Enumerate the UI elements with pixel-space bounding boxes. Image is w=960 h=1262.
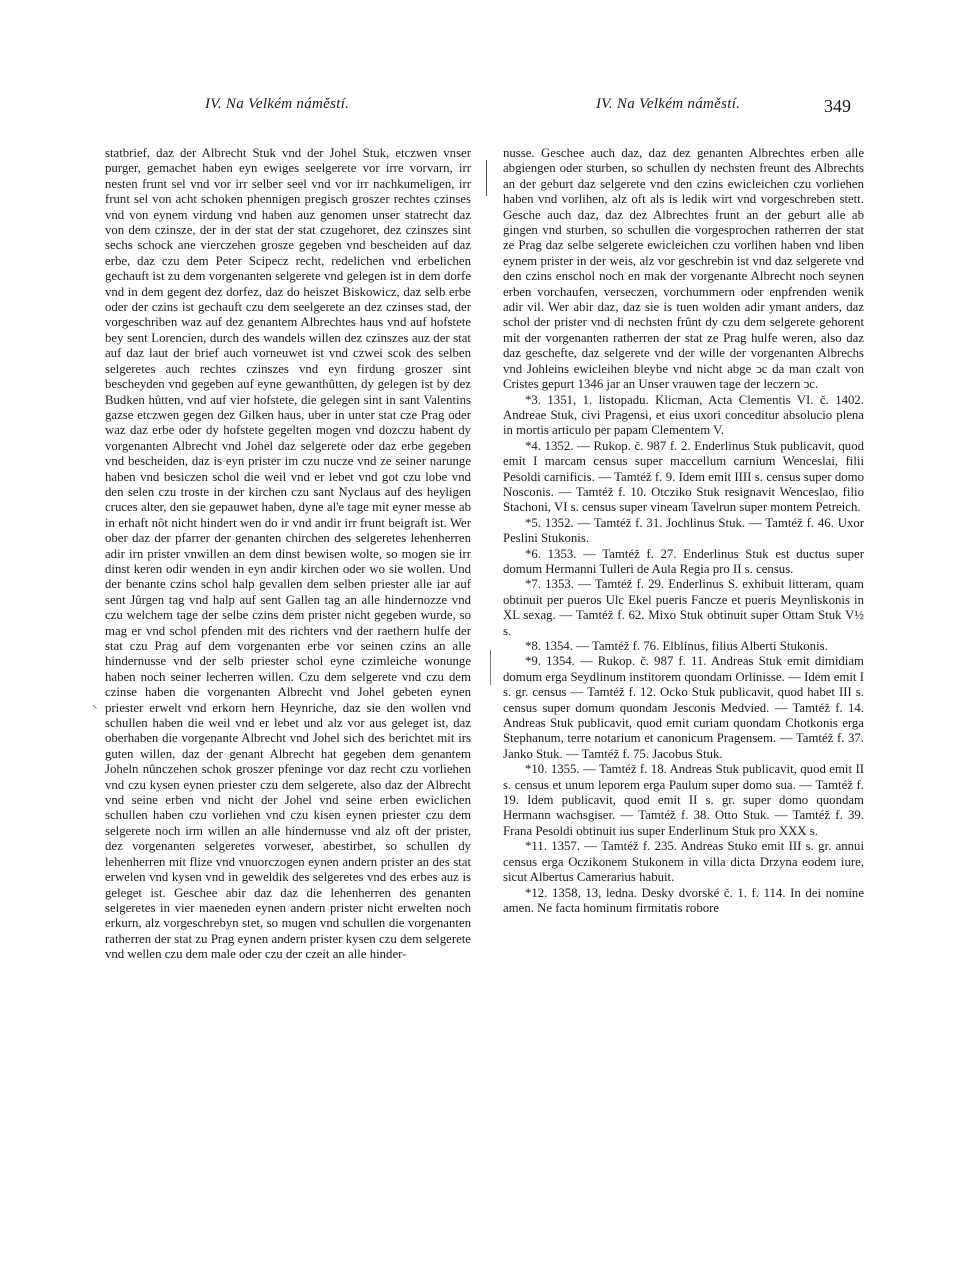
regest-entry: *8. 1354. — Tamtéž f. 76. Elblinus, filius Alberti Stukonis. xyxy=(525,639,828,653)
margin-rule-lower xyxy=(490,650,491,685)
running-header-right: IV. Na Velkém náměstí. xyxy=(596,96,741,112)
regest-entry: *6. 1353. — Tamtéž f. 27. Enderlinus Stuk est ductus super domum Hermanni Tulleri de Aula Regia pro II s. census. xyxy=(503,546,864,576)
regest-entry: *11. 1357. — Tamtéž f. 235. Andreas Stuko emit III s. gr. annui census erga Oczikonem Stukonem in villa dicta Drzyna eodem iure, sicut Albertus Camerarius habuit. xyxy=(503,839,864,885)
margin-mark: ⸜ xyxy=(92,699,98,711)
left-text-column xyxy=(105,146,471,963)
regest-entry: *7. 1353. — Tamtéž f. 29. Enderlinus S. exhibuit litteram, quam obtinuit per pueros Ulc Ekel pueris Fancze et pueris Meynliskonis in XL sexag. — Tamtéž f. 62. Mixo Stuk obtinuit super Ottam Stuk V½ s. xyxy=(503,577,864,638)
regest-entry: *9. 1354. — Rukop. č. 987 f. 11. Andreas Stuk emit dimidiam domum erga Seydlinum institorem quondam Orlinisse. — Idem emit I s. gr. census — Tamtéž f. 12. Ocko Stuk publicavit, quod habet III s. census super domum quondam Jesconis Medvied. — Tamtéž f. 14. Andreas Stuk publicavit, quod emit curiam quondam Chotkonis erga Stephanum, terre notarium et canonicum Pragensem. — Tamtéž f. 37. Janko Stuk. — Tamtéž f. 75. Jacobus Stuk. xyxy=(503,654,864,761)
regest-entry: *5. 1352. — Tamtéž f. 31. Jochlinus Stuk. — Tamtéž f. 46. Uxor Peslini Stukonis. xyxy=(503,515,864,546)
regest-entry: *12. 1358, 13, ledna. Desky dvorské č. 1. f. 114. In dei nomine amen. Ne facta hominum firmitatis robore xyxy=(503,885,864,915)
right-column-opening: nusse. Geschee auch daz, daz dez genanten Albrechtes erben alle abgiengen oder sturben, so schullen dy nechsten freunt des Albrechts an der geburt daz selgerete vnd den czins ewicleichen czu vorliehen haben vnd vorlihen, alz oft als is ledik wirt vnd vorgeschreben stett. Gesche auch daz, daz dez Albrechtes frunt an der geburt alle ab gingen vnd sturben, so schullen die vorgesprochen ratherren der stat ze Prag daz selbe selgerete ewicleichen czu vorlihen haben vnd liben eynem prister in der weis, alz vor geschrebin ist vnd daz selgerete vnd den czins enschol noch en mak der vorgenante Albrecht noch seynen erben vorchaufen, verseczen, vorchummern oder enpfrenden wenik adir vil. Wer abir daz, daz sie is tuen wolden adir ymant anders, daz schol der prister vnd di nechsten frûnt dy czu dem selgerete gehorent mit der vorgenanten ratherren der stat ze Prag hulfe weren, also daz daz geschefte, daz selgerete vnd der wille der vorgenanten Albrechs vnd Johleins ewicleihen bleybe vnd nicht abge ↄc da man czalt von Cristes gepurt 1346 jar an Unser vrauwen tage der leczern ↄc. xyxy=(503,146,864,392)
regest-entry: *4. 1352. — Rukop. č. 987 f. 2. Enderlinus Stuk publicavit, quod emit I marcam census super maccellum carnium Wenceslai, filii Pesoldi carnificis. — Tamtéž f. 9. Idem emit IIII s. census super domo Nosconis. — Tamtéž f. 10. Otcziko Stuk resignavit Wenceslao, filio Stachoni, VI s. census super vineam Tavelrun super montem Petreich. xyxy=(503,438,864,515)
running-header-left: IV. Na Velkém náměstí. xyxy=(205,96,350,112)
margin-rule xyxy=(486,160,487,196)
page-number: 349 xyxy=(824,96,851,116)
right-text-column xyxy=(503,146,864,916)
regest-entry: *10. 1355. — Tamtéž f. 18. Andreas Stuk publicavit, quod emit II s. census et unum leporem erga Paulum super domo sua. — Tamtéž f. 19. Idem publicavit, quod emit II s. gr. super domo quondam Hermann wachsgiser. — Tamtéž f. 38. Otto Stuk. — Tamtéž f. 39. Frana Pesoldi obtinuit ius super Enderlinum Stuk pro XXX s. xyxy=(503,762,864,838)
regest-entry: *3. 1351, 1. listopadu. Klicman, Acta Clementis VI. č. 1402. Andreae Stuk, civi Pragensi, et eius uxori conceditur absolucio plena in mortis articulo per papam Clementem V. xyxy=(503,392,864,438)
left-column-text: statbrief, daz der Albrecht Stuk vnd der Johel Stuk, etczwen vnser purger, gemachet haben eyn ewiges seelgerete vor irre vorvarn, irr nesten frunt sel vnd vor irr selber seel vnd vor irr nachkumeligen, irr frunt sel von acht schoken phennigen pregisch groszer rechtes czinses vnd von eynem virdung vnd haben auz genomen unser statrecht daz von dem czinsze, der in der stat der stat czugehoret, dez czinszes sint sechs schock ane vierczehen grosze gegeben vnd bescheiden auf daz erbe, daz czu dem Peter Scipecz recht, redelichen vnd erbelichen gechauft ist zu dem vorgenanten selgerete vnd gelegen ist in dem dorfe vnd in dem gegent dez dorfez, daz do heiszet Biskowicz, daz selb erbe oder der czins ist gechauft czu dem seelgerete an dez czinses stad, der vorgeschriben waz auf dez genantem Albrechtes haus vnd auf hofstete bey sent Lorencien, durch des wandels willen dez czinszes auz der stat auf daz laut der brief auch vorneuwet ist vnd czwei scok des selben selgeretes auch rechtes czinszes vnd eyn firdung groszer sint bescheyden vnd gegeben auf eyne gewanthûtten, dy gelegen ist by dez Budken hûtten, vnd auf vier hofstete, die gelegen sint in sant Valentins gazse etczwen gegen dez Gilken haus, uber in unter stat cze Prag oder waz daz erbe oder dy hofstete gegelten mogen vnd dozczu habent dy vorgenanten Albrecht vnd Johel daz selgerete oder daz erbe gegeben vnd bescheiden, daz is eyn prister im czu nucze vnd ze seiner narunge haben vnd besiczen schol die weil vnd er lebet vnd got czu lobe vnd den selen czu troste in der kirchen czu sant Nyclaus auf des heyligen cruces alter, den sie gepauwet haben, dyne al'e tage mit eyner messe ab in erhaft nôt nicht hindert wen do ir vnd andir irr frunt beigraft ist. Wer ober daz der pfarrer der genanten chirchen des selgeretes lehenherren adir irn prister vnwillen an dem dinst bewisen wolte, so mogen sie irr dinst keren odir wenden in eyn andir kirchen oder wo sie wollen. Und der benante czins schol halp gevallen dem selben priester alle iar auf sent Jûrgen tag vnd halp auf sent Gallen tag an alle hindernozze vnd czu welchem tage der selbe czins dem prister nicht gegeben wurde, so mag er vnd schol pfenden mit des richters vnd der raethern hulfe der stat czu Prag auf dem vorgenanten erbe vor seinen czins an alle hindernusse vnd der selb priester schol eyne czimleiche wonunge haben noch seiner lecherren willen. Czu dem selgerete vnd czu dem czinse haben die vorgenanten Albrecht vnd Johel gebeten eynen priester erwelt vnd erkorn hern Heynriche, daz sie den wollen vnd schullen haben die weil vnd er lebet und alz vor aus geleget ist, daz oberhaben die vorgenante Albrecht vnd Johel sich des berichtet mit irs guten willen, daz der genant Albrecht hat gegeben dem genantem Joheln nûnczehen schok groszer pfeninge vor daz recht czu vorliehen vnd czu kysen eynen priester czu dem selgerete, also daz der Albrecht vnd seine erben vnd nicht der Johel vnd seine erben ewiclichen schullen haben czu vorliehen vnd czu kisen eynen priester czu dem selgerete noch irm willen an alle hindernusse vnd alz oft der prister, dez vorgenanten selgeretes vorweser, abestirbet, so schullen dy lehenherren mit flize vnd vnuorczogen eynen andern prister an des stat erwelen vnd kysen vnd in geweldik des selgeretes vnd des erbes auz is geleget ist. Geschee abir daz daz die lehenherren des genanten selgeretes in vier maeneden eynen andern prister nicht erwelten noch erkurn, alz vorgeschrebyn stet, so mugen vnd schullen die vorgenanten ratherren der stat zu Prag eynen andern prister kysen czu dem selgerete vnd wellen czu dem male oder czu der czeit an alle hinder- xyxy=(105,146,471,962)
